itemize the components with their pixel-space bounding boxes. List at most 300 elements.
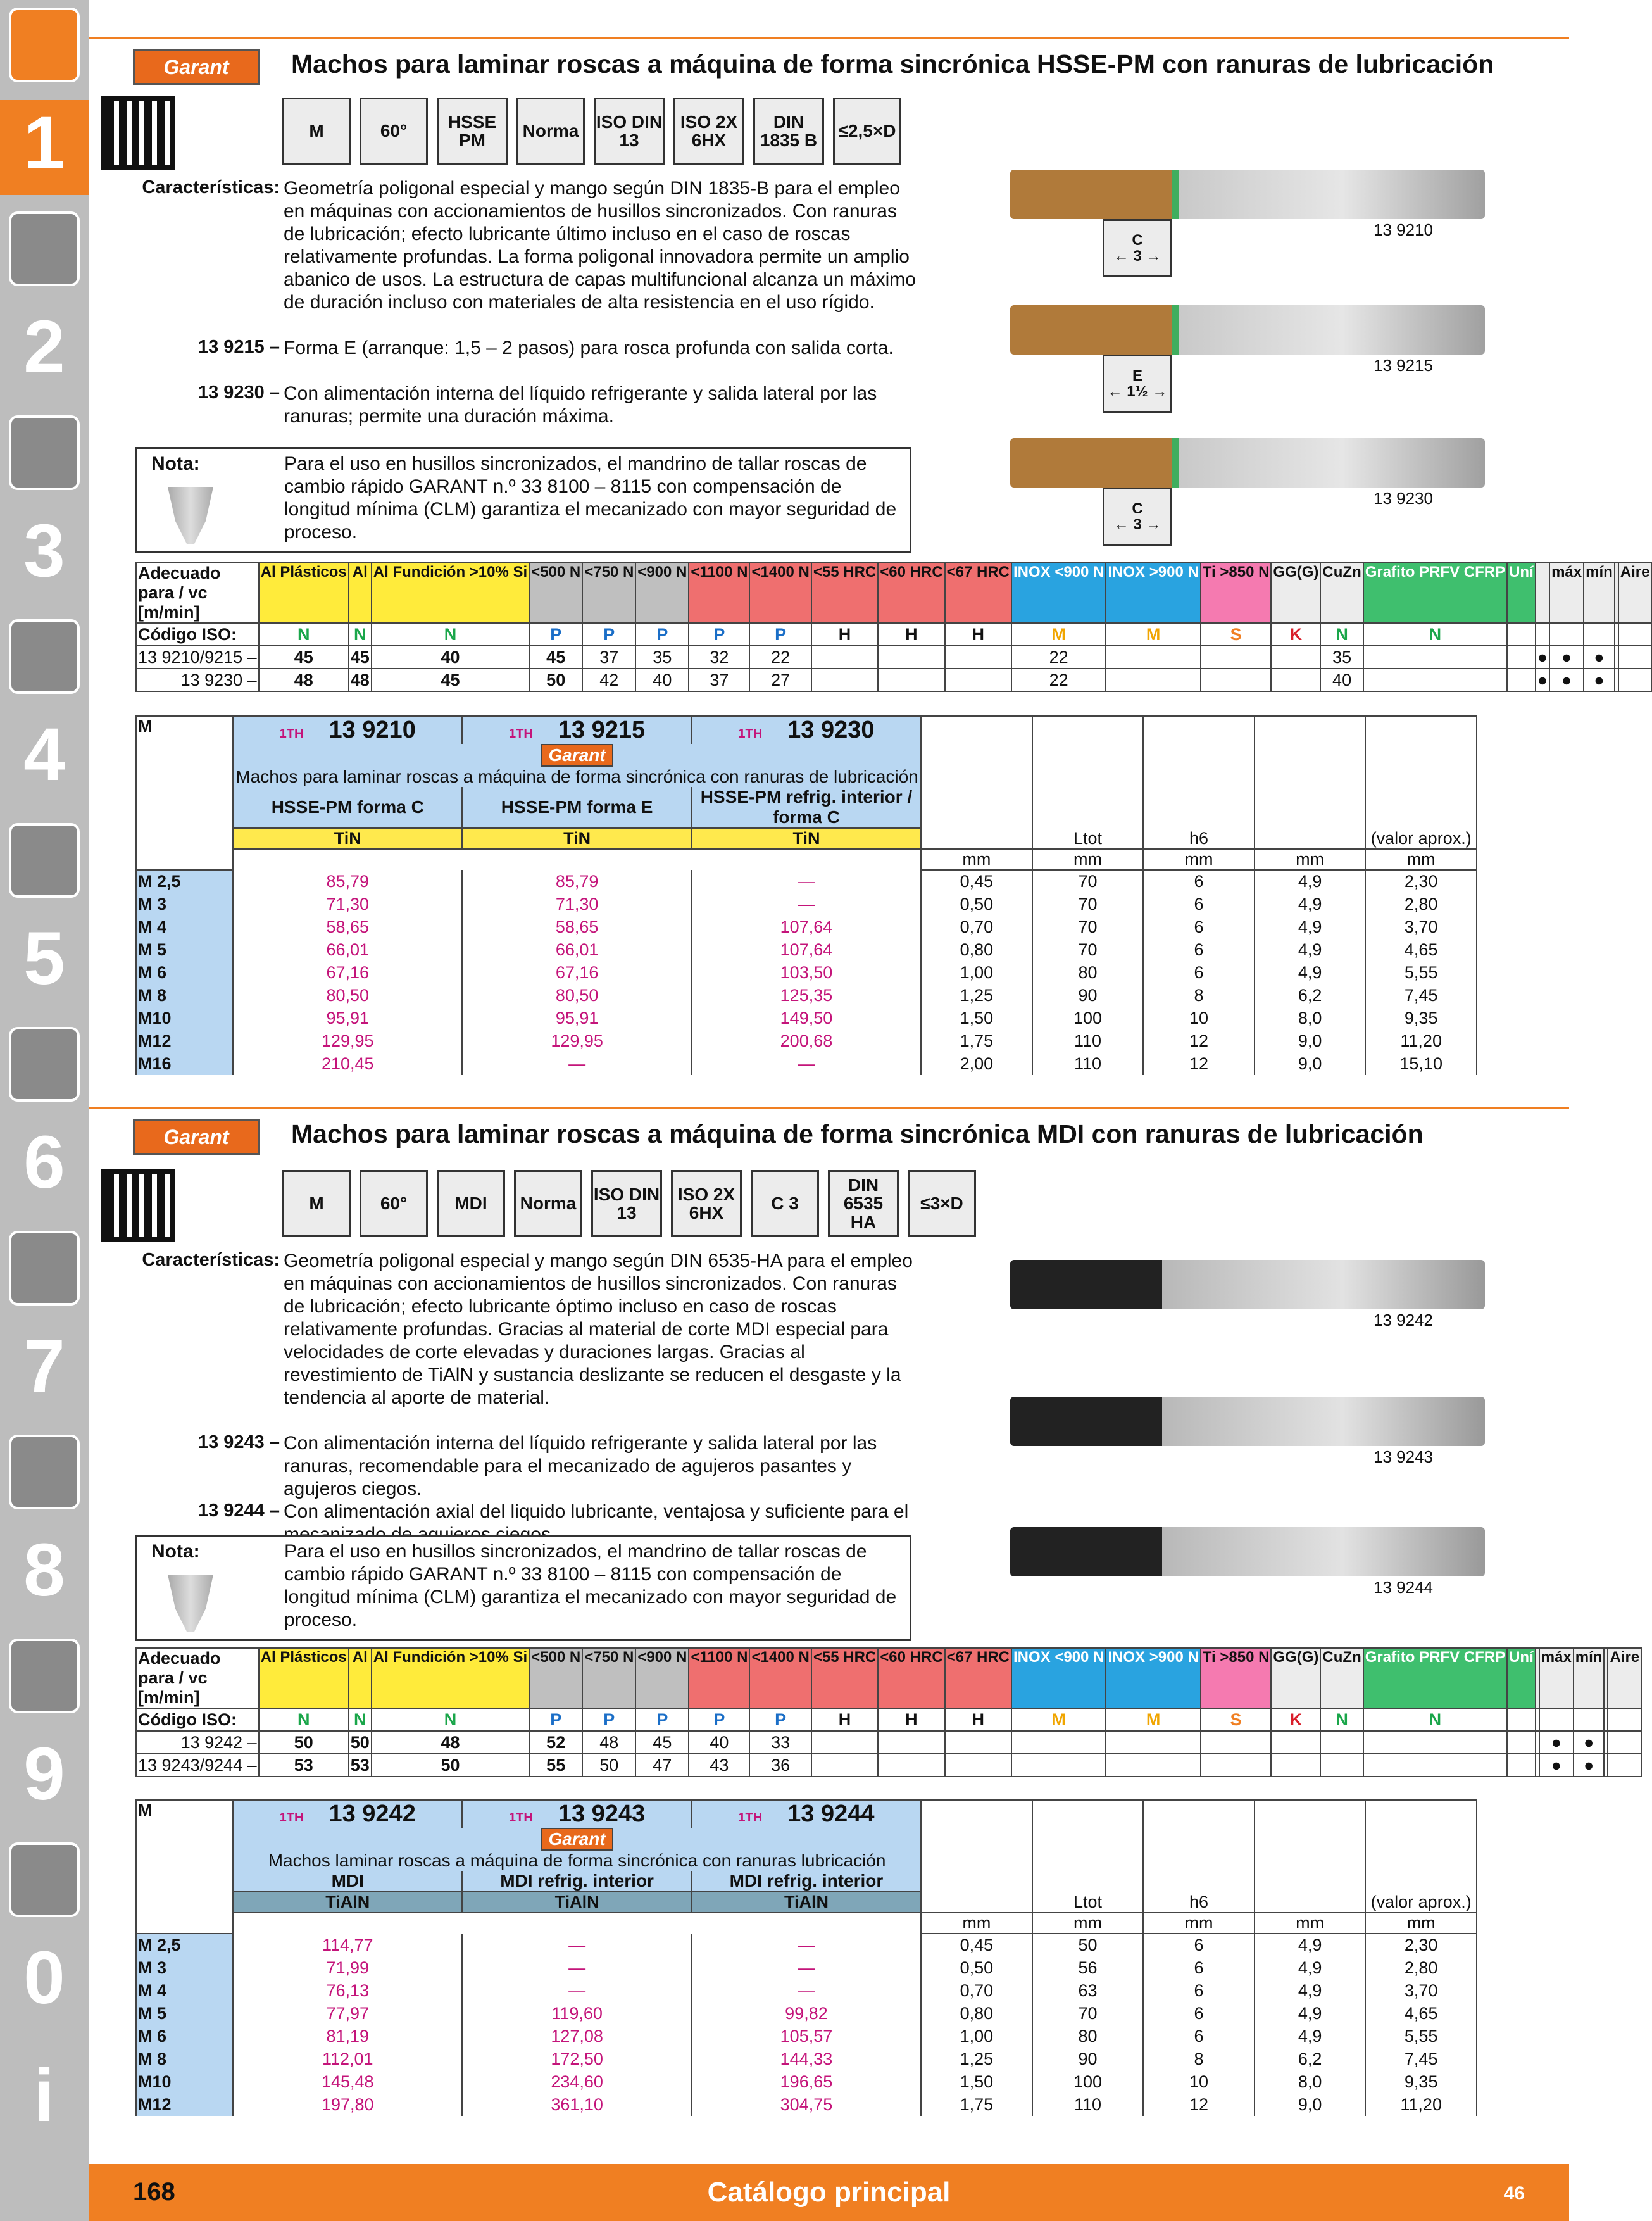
unit-mm: mm bbox=[921, 849, 1032, 870]
dimension: 4,9 bbox=[1255, 961, 1366, 984]
price: 200,68 bbox=[692, 1029, 921, 1052]
chapter-tab-i[interactable]: i bbox=[34, 2054, 55, 2137]
dimension: 6 bbox=[1143, 915, 1255, 938]
iso-code bbox=[1507, 623, 1536, 646]
price: 107,64 bbox=[692, 915, 921, 938]
dimension: 80 bbox=[1032, 2025, 1144, 2048]
price: 71,99 bbox=[233, 1956, 462, 1979]
suit-head-label: Adecuado para / vc [m/min] bbox=[136, 1648, 259, 1708]
suit-value bbox=[1363, 1754, 1507, 1777]
dimension: 80 bbox=[1032, 961, 1144, 984]
form-picto bbox=[1103, 355, 1172, 413]
suit-col-head: Al bbox=[349, 563, 372, 623]
price: 99,82 bbox=[692, 2002, 921, 2025]
price: 234,60 bbox=[462, 2070, 691, 2093]
dimension: 0,45 bbox=[921, 1934, 1032, 1956]
dimension: 8 bbox=[1143, 984, 1255, 1007]
price: 58,65 bbox=[233, 915, 462, 938]
suit-row-code: 13 9243/9244 – bbox=[136, 1754, 259, 1777]
suit-value bbox=[1106, 669, 1200, 691]
dimension: 1,00 bbox=[921, 2025, 1032, 2048]
iso-code: M bbox=[1106, 623, 1200, 646]
garant-logo: Garant bbox=[133, 1119, 260, 1155]
feature-text: Con alimentación interna del líquido refrigerante y salida lateral por las ranuras; permite una duración máxima. bbox=[284, 383, 877, 427]
product-description bbox=[233, 744, 921, 787]
dimension: 4,65 bbox=[1365, 938, 1477, 961]
suit-value: ● bbox=[1536, 646, 1549, 669]
suit-value bbox=[1271, 1754, 1320, 1777]
iso-code: H bbox=[945, 1708, 1011, 1731]
suit-col-head: Al bbox=[349, 1648, 372, 1708]
size-label: M 2,5 bbox=[136, 1934, 233, 1956]
tap-holder-icon bbox=[153, 1575, 228, 1632]
suit-value bbox=[1608, 1731, 1641, 1754]
garant-logo: Garant bbox=[541, 1828, 613, 1851]
dimension: 4,9 bbox=[1255, 1956, 1366, 1979]
dimension: 4,9 bbox=[1255, 915, 1366, 938]
tolerance-label: 1TH bbox=[279, 727, 304, 741]
dimension: 110 bbox=[1032, 2093, 1144, 2116]
dimension: 1,00 bbox=[921, 961, 1032, 984]
suit-head-label: Adecuado para / vc [m/min] bbox=[136, 563, 259, 623]
toolholder-icon[interactable] bbox=[9, 415, 80, 490]
size-label: M 6 bbox=[136, 961, 233, 984]
tool-type: HSSE-PM forma E bbox=[462, 787, 691, 828]
tool-caption: 13 9243 bbox=[1374, 1447, 1433, 1466]
suit-value: 45 bbox=[529, 646, 582, 669]
iso-code: P bbox=[582, 623, 635, 646]
feature-label: 13 9244 – bbox=[197, 1501, 280, 1521]
suit-value: 53 bbox=[349, 1754, 372, 1777]
page-footer bbox=[89, 2164, 1569, 2221]
drill-icon[interactable] bbox=[9, 8, 80, 82]
form-pitch: ← 3 → bbox=[1113, 248, 1161, 265]
suit-col-head: <60 HRC bbox=[878, 1648, 944, 1708]
dimension: 2,80 bbox=[1365, 893, 1477, 915]
iso-code: P bbox=[582, 1708, 635, 1731]
dim-head: Ltot bbox=[1032, 716, 1144, 849]
article-code: 1TH 13 9230 bbox=[692, 716, 921, 744]
suit-value bbox=[811, 1754, 878, 1777]
iso-code: S bbox=[1201, 623, 1272, 646]
unit-mm: mm bbox=[1255, 849, 1366, 870]
price: 107,64 bbox=[692, 938, 921, 961]
iso-code bbox=[1507, 1708, 1536, 1731]
iso-code: P bbox=[749, 1708, 811, 1731]
coating: TiN bbox=[233, 828, 462, 849]
iso-code: P bbox=[689, 1708, 749, 1731]
suit-value: 40 bbox=[689, 1731, 749, 1754]
iso-code: N bbox=[259, 1708, 349, 1731]
qr-code-icon[interactable] bbox=[101, 1169, 175, 1242]
dimension: 90 bbox=[1032, 984, 1144, 1007]
price: 114,77 bbox=[233, 1934, 462, 1956]
dim-head bbox=[1255, 716, 1366, 849]
iso-code: N bbox=[349, 1708, 372, 1731]
price: 95,91 bbox=[233, 1007, 462, 1029]
suit-value: 52 bbox=[529, 1731, 582, 1754]
unit-mm: mm bbox=[1032, 1913, 1144, 1934]
suit-value bbox=[1320, 1754, 1363, 1777]
feature-label: Características: bbox=[142, 177, 280, 198]
iso-code: N bbox=[259, 623, 349, 646]
picto-5: ISO 2X 6HX bbox=[671, 1170, 742, 1237]
dim-head: Ltot bbox=[1032, 1800, 1144, 1913]
size-label: M 6 bbox=[136, 2025, 233, 2048]
suit-value: 48 bbox=[349, 669, 372, 691]
price: 145,48 bbox=[233, 2070, 462, 2093]
price: 85,79 bbox=[233, 870, 462, 893]
suit-row-code: 13 9230 – bbox=[136, 669, 259, 691]
chapter-tab-3[interactable]: 3 bbox=[23, 509, 65, 593]
suit-col-head: <55 HRC bbox=[811, 563, 878, 623]
iso-code bbox=[1539, 1708, 1574, 1731]
feature-label: 13 9243 – bbox=[197, 1432, 280, 1452]
suit-value bbox=[945, 1754, 1011, 1777]
form-pitch: ← 1½ → bbox=[1107, 383, 1168, 400]
price: 80,50 bbox=[462, 984, 691, 1007]
dimension: 1,50 bbox=[921, 1007, 1032, 1029]
dimension: 5,55 bbox=[1365, 2025, 1477, 2048]
form-pitch: ← 3 → bbox=[1113, 516, 1161, 533]
suit-value bbox=[1271, 669, 1320, 691]
iso-code: N bbox=[1363, 623, 1507, 646]
iso-code: S bbox=[1201, 1708, 1272, 1731]
dimension: 8 bbox=[1143, 2048, 1255, 2070]
dimension: 100 bbox=[1032, 1007, 1144, 1029]
form-picto bbox=[1103, 219, 1172, 277]
suit-value: 45 bbox=[372, 669, 529, 691]
article-code: 1TH 13 9244 bbox=[692, 1800, 921, 1828]
dimension: 4,9 bbox=[1255, 2025, 1366, 2048]
tool-caption: 13 9242 bbox=[1374, 1311, 1433, 1330]
suit-value bbox=[1271, 1731, 1320, 1754]
garant-logo: Garant bbox=[133, 49, 260, 85]
suit-value bbox=[1106, 1731, 1200, 1754]
suit-value bbox=[811, 646, 878, 669]
price: — bbox=[692, 1052, 921, 1075]
suit-value: 40 bbox=[635, 669, 689, 691]
tool-caption: 13 9230 bbox=[1374, 489, 1433, 508]
suit-col-head: INOX >900 N bbox=[1106, 1648, 1200, 1708]
size-label: M10 bbox=[136, 2070, 233, 2093]
price: 71,30 bbox=[462, 893, 691, 915]
size-label: M 5 bbox=[136, 2002, 233, 2025]
suit-value bbox=[1507, 669, 1536, 691]
suit-col-head: CuZn bbox=[1320, 563, 1363, 623]
suit-value bbox=[878, 1731, 944, 1754]
suit-col-head: mín bbox=[1574, 1648, 1605, 1708]
iso-code: H bbox=[878, 1708, 944, 1731]
wrench-icon[interactable] bbox=[9, 1027, 80, 1102]
iso-code: M bbox=[1011, 1708, 1106, 1731]
dimension: 1,25 bbox=[921, 984, 1032, 1007]
size-label: M12 bbox=[136, 1029, 233, 1052]
iso-code: H bbox=[945, 623, 1011, 646]
price: 361,10 bbox=[462, 2093, 691, 2116]
dimension: 3,70 bbox=[1365, 1979, 1477, 2002]
article-code: 1TH 13 9242 bbox=[233, 1800, 462, 1828]
suit-col-head: <1100 N bbox=[689, 1648, 749, 1708]
chapter-tab-8[interactable]: 8 bbox=[23, 1528, 65, 1612]
suit-value bbox=[1618, 669, 1652, 691]
dimension: 0,45 bbox=[921, 870, 1032, 893]
iso-code: P bbox=[749, 623, 811, 646]
dimension: 6 bbox=[1143, 1956, 1255, 1979]
dimension: 110 bbox=[1032, 1029, 1144, 1052]
dimension: 9,35 bbox=[1365, 1007, 1477, 1029]
suit-col-head: GG(G) bbox=[1271, 1648, 1320, 1708]
dimension: 12 bbox=[1143, 1029, 1255, 1052]
toolbox-icon[interactable] bbox=[9, 1435, 80, 1509]
section2-nota bbox=[135, 1535, 911, 1641]
tolerance-label: 1TH bbox=[509, 727, 533, 741]
suit-col-head: GG(G) bbox=[1271, 563, 1320, 623]
dimension: 5,55 bbox=[1365, 961, 1477, 984]
qr-code-icon[interactable] bbox=[101, 96, 175, 170]
suit-value bbox=[1320, 1731, 1363, 1754]
price: 66,01 bbox=[233, 938, 462, 961]
tap-tool-image bbox=[1010, 1527, 1485, 1576]
nota-text: Para el uso en husillos sincronizados, el mandrino de tallar roscas de cambio rápido GARANT n.º 33 8100 – 8115 con compensación de longitud mínima (CLM) garantiza el mecanizado con mayor seguridad de proceso. bbox=[284, 453, 897, 543]
dimension: 50 bbox=[1032, 1934, 1144, 1956]
dimension: 2,00 bbox=[921, 1052, 1032, 1075]
price: 119,60 bbox=[462, 2002, 691, 2025]
suit-value: 27 bbox=[749, 669, 811, 691]
suit-value bbox=[1507, 1731, 1536, 1754]
size-label: M 8 bbox=[136, 984, 233, 1007]
dimension: 0,80 bbox=[921, 2002, 1032, 2025]
suit-col-head: <750 N bbox=[582, 563, 635, 623]
price: — bbox=[692, 870, 921, 893]
suit-value: 42 bbox=[582, 669, 635, 691]
iso-code bbox=[1618, 623, 1652, 646]
coating: TiN bbox=[692, 828, 921, 849]
price: 71,30 bbox=[233, 893, 462, 915]
picto-1: 60° bbox=[360, 98, 428, 165]
iso-code: N bbox=[1363, 1708, 1507, 1731]
nota-label: Nota: bbox=[151, 1541, 200, 1562]
price: 112,01 bbox=[233, 2048, 462, 2070]
suit-value: 40 bbox=[1320, 669, 1363, 691]
price: 95,91 bbox=[462, 1007, 691, 1029]
suit-value: 45 bbox=[349, 646, 372, 669]
iso-code bbox=[1608, 1708, 1641, 1731]
suit-value bbox=[1201, 1754, 1272, 1777]
suit-col-head: INOX <900 N bbox=[1011, 1648, 1106, 1708]
price: 149,50 bbox=[692, 1007, 921, 1029]
suit-value: 22 bbox=[1011, 646, 1106, 669]
chapter-tab-5[interactable]: 5 bbox=[23, 917, 65, 1000]
iso-label: Código ISO: bbox=[136, 1708, 259, 1731]
garant-logo: Garant bbox=[541, 744, 613, 767]
dimension: 0,70 bbox=[921, 915, 1032, 938]
iso-code: M bbox=[1106, 1708, 1200, 1731]
iso-code: N bbox=[372, 623, 529, 646]
suit-value: ● bbox=[1574, 1731, 1605, 1754]
dimension: 6 bbox=[1143, 2002, 1255, 2025]
suit-value: 47 bbox=[635, 1754, 689, 1777]
dimension: 1,25 bbox=[921, 2048, 1032, 2070]
unit-mm: mm bbox=[921, 1913, 1032, 1934]
suit-value: 40 bbox=[372, 646, 529, 669]
suit-col-head: Uní bbox=[1507, 563, 1536, 623]
size-label: M 2,5 bbox=[136, 870, 233, 893]
iso-code: P bbox=[689, 623, 749, 646]
suit-row-code: 13 9242 – bbox=[136, 1731, 259, 1754]
article-code: 1TH 13 9215 bbox=[462, 716, 691, 744]
dimension: 6,2 bbox=[1255, 984, 1366, 1007]
picto-5: ISO 2X 6HX bbox=[673, 98, 744, 165]
dim-head: h6 bbox=[1143, 716, 1255, 849]
price: 103,50 bbox=[692, 961, 921, 984]
tool-type: MDI refrig. interior bbox=[692, 1871, 921, 1892]
feature-label: Características: bbox=[142, 1250, 280, 1270]
suit-value bbox=[1011, 1754, 1106, 1777]
section2-title: Machos para laminar roscas a máquina de forma sincrónica MDI con ranuras de lubricación bbox=[291, 1119, 1424, 1148]
suit-col-head: <1100 N bbox=[689, 563, 749, 623]
suit-value: 35 bbox=[1320, 646, 1363, 669]
suit-col-head: Grafito PRFV CFRP bbox=[1363, 1648, 1507, 1708]
dimension: 6 bbox=[1143, 2025, 1255, 2048]
suit-col-head: <67 HRC bbox=[945, 563, 1011, 623]
feature-text: Con alimentación axial del liquido lubricante, ventajosa y suficiente para el bbox=[284, 1501, 909, 1522]
iso-code: N bbox=[372, 1708, 529, 1731]
size-label: M 3 bbox=[136, 893, 233, 915]
price: — bbox=[462, 1052, 691, 1075]
dimension: 1,75 bbox=[921, 2093, 1032, 2116]
suit-value: 48 bbox=[372, 1731, 529, 1754]
dimension: 70 bbox=[1032, 870, 1144, 893]
iso-code: P bbox=[529, 1708, 582, 1731]
feature-text: Con alimentación interna del líquido refrigerante y salida lateral por las ranuras, recomendable para el mecanizado de agujeros pasantes y agujeros ciegos. bbox=[284, 1433, 877, 1499]
suit-value: 50 bbox=[529, 669, 582, 691]
picto-6: DIN 1835 B bbox=[753, 98, 824, 165]
size-label: M 5 bbox=[136, 938, 233, 961]
dimension: 56 bbox=[1032, 1956, 1144, 1979]
feature-text: Geometría poligonal especial y mango según DIN 6535-HA para el empleo en máquinas con accionamientos de husillos sincronizados. Con ranuras de lubricación; efecto lubricante óptimo incluso en caso de roscas relativamente profundas. Gracias al material de corte MDI especial para velocidades de corte elevadas y duraciones largas. Gracias al revestimiento de TiAlN y sustancia deslizante se reducen el desgaste y la tendencia al aporte de material. bbox=[284, 1250, 913, 1408]
chapter-tab-7[interactable]: 7 bbox=[23, 1324, 65, 1408]
suit-value bbox=[878, 646, 944, 669]
suit-value: 35 bbox=[635, 646, 689, 669]
suit-col-head: máx bbox=[1549, 563, 1584, 623]
chapter-tab-9[interactable]: 9 bbox=[23, 1732, 65, 1816]
price: — bbox=[692, 893, 921, 915]
dim-head: (valor aprox.) bbox=[1365, 716, 1477, 849]
tap-tool-image bbox=[1010, 1397, 1485, 1446]
dimension: 6 bbox=[1143, 961, 1255, 984]
suit-value bbox=[1363, 646, 1507, 669]
pliers-icon[interactable] bbox=[9, 1231, 80, 1306]
dimension: 0,50 bbox=[921, 893, 1032, 915]
suit-col-head: Al Fundición >10% Si bbox=[372, 563, 529, 623]
size-label: M10 bbox=[136, 1007, 233, 1029]
dimension: 10 bbox=[1143, 1007, 1255, 1029]
desc-text: Machos laminar roscas a máquina de forma sincrónica con ranuras lubricación bbox=[268, 1851, 886, 1870]
suit-value bbox=[1618, 646, 1652, 669]
dimension: 6 bbox=[1143, 1979, 1255, 2002]
dimension: 1,50 bbox=[921, 2070, 1032, 2093]
dimension: 9,35 bbox=[1365, 2070, 1477, 2093]
price: — bbox=[692, 1934, 921, 1956]
iso-code: N bbox=[1320, 1708, 1363, 1731]
suit-col-head: Grafito PRFV CFRP bbox=[1363, 563, 1507, 623]
tool-caption: 13 9210 bbox=[1374, 220, 1433, 239]
tool-type: HSSE-PM forma C bbox=[233, 787, 462, 828]
picto-3: Norma bbox=[516, 98, 585, 165]
dim-head bbox=[921, 1800, 1032, 1913]
picto-3: Norma bbox=[514, 1170, 582, 1237]
dimension: 9,0 bbox=[1255, 1029, 1366, 1052]
suit-value: 45 bbox=[259, 646, 349, 669]
insert-icon[interactable] bbox=[9, 211, 80, 286]
price: 304,75 bbox=[692, 2093, 921, 2116]
suit-value: 50 bbox=[372, 1754, 529, 1777]
suit-value bbox=[945, 669, 1011, 691]
suit-value bbox=[1271, 646, 1320, 669]
section1-product-table bbox=[135, 715, 1477, 1075]
safety-icon[interactable] bbox=[9, 1842, 80, 1917]
form-letter: E bbox=[1132, 367, 1142, 384]
price: 80,50 bbox=[233, 984, 462, 1007]
suit-col-head: <500 N bbox=[529, 563, 582, 623]
chapter-tab-2[interactable]: 2 bbox=[23, 305, 65, 389]
size-label: M16 bbox=[136, 1052, 233, 1075]
price: 81,19 bbox=[233, 2025, 462, 2048]
picto-8: ≤3×D bbox=[908, 1170, 976, 1237]
desc-text: Machos para laminar roscas a máquina de forma sincrónica con ranuras de lubricación bbox=[235, 767, 918, 786]
suit-value: 37 bbox=[689, 669, 749, 691]
coating: TiAlN bbox=[233, 1892, 462, 1913]
price: 197,80 bbox=[233, 2093, 462, 2116]
suit-col-head: Aire bbox=[1608, 1648, 1641, 1708]
price: 127,08 bbox=[462, 2025, 691, 2048]
chapter-tab-1[interactable]: 1 bbox=[0, 100, 89, 195]
size-label: M12 bbox=[136, 2093, 233, 2116]
suit-value bbox=[811, 1731, 878, 1754]
chapter-tab-4[interactable]: 4 bbox=[23, 713, 65, 796]
suit-value: 37 bbox=[582, 646, 635, 669]
dimension: 11,20 bbox=[1365, 2093, 1477, 2116]
iso-code: P bbox=[635, 1708, 689, 1731]
price: — bbox=[692, 1956, 921, 1979]
suit-col-head: Ti >850 N bbox=[1201, 563, 1272, 623]
chapter-tab-6[interactable]: 6 bbox=[23, 1121, 65, 1204]
cabinet-icon[interactable] bbox=[9, 1639, 80, 1713]
suit-value bbox=[811, 669, 878, 691]
suit-value bbox=[1201, 646, 1272, 669]
dimension: 70 bbox=[1032, 893, 1144, 915]
m-label: M bbox=[136, 1800, 233, 1934]
suit-col-head: Al Plásticos bbox=[259, 563, 349, 623]
picto-2: MDI bbox=[437, 1170, 505, 1237]
price: 172,50 bbox=[462, 2048, 691, 2070]
picto-4: ISO DIN 13 bbox=[591, 1170, 662, 1237]
dimension: 6 bbox=[1143, 893, 1255, 915]
suit-value: 50 bbox=[259, 1731, 349, 1754]
chapter-tab-0[interactable]: 0 bbox=[23, 1936, 65, 2020]
suit-value: 48 bbox=[582, 1731, 635, 1754]
dimension: 90 bbox=[1032, 2048, 1144, 2070]
coating: TiN bbox=[462, 828, 691, 849]
dimension: 63 bbox=[1032, 1979, 1144, 2002]
grinding-icon[interactable] bbox=[9, 823, 80, 898]
price: 129,95 bbox=[462, 1029, 691, 1052]
dimension: 1,75 bbox=[921, 1029, 1032, 1052]
caliper-icon[interactable] bbox=[9, 619, 80, 694]
suit-col-head: Al Fundición >10% Si bbox=[372, 1648, 529, 1708]
section2-product-table bbox=[135, 1799, 1477, 2116]
